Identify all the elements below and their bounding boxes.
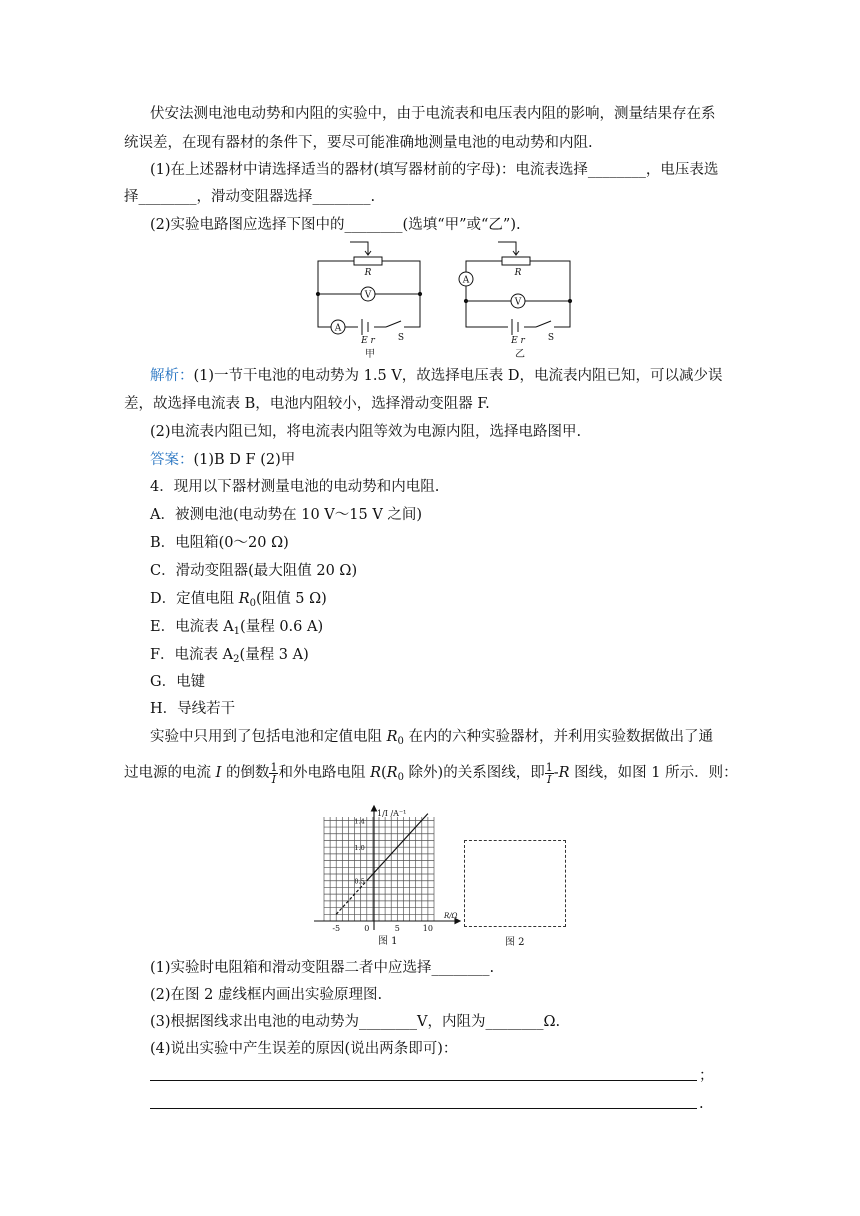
q4-stem: 4．现用以下器材测量电池的电动势和内电阻.: [150, 479, 440, 495]
q3-part1-line2: 择________，滑动变阻器选择________.: [124, 189, 376, 205]
option-e-subscript: 1: [233, 626, 241, 637]
option-d-subscript: 0: [249, 598, 257, 609]
desc2-dash: -: [553, 765, 559, 781]
series-extrapolation-segment: [336, 881, 367, 915]
answer-blank-1-end: ；: [699, 1068, 714, 1084]
jia-ammeter-label: A: [334, 323, 342, 334]
q4-sub2: (2)在图 2 虚线框内画出实验原理图.: [150, 987, 383, 1003]
solution-label: 解析：: [150, 368, 194, 384]
q3-part2: (2)实验电路图应选择下图中的________(选填“甲”或“乙”).: [150, 217, 521, 233]
y-tick-label: 1.0: [354, 844, 365, 853]
solution-line-3: (2)电流表内阻已知，将电流表内阻等效为电源内阻，选择电路图甲.: [150, 424, 582, 440]
desc2-subscript: 0: [397, 772, 404, 783]
answer-text: (1)B D F (2)甲: [193, 452, 296, 468]
x-tick-label: 5: [394, 924, 400, 933]
desc1-subscript: 0: [397, 736, 404, 747]
jia-voltmeter-label: V: [364, 290, 372, 301]
y-tick-label: 0.5: [354, 877, 365, 886]
graph-grid: [324, 817, 434, 921]
q4-option-d: [150, 589, 327, 614]
figure-2-caption: 图 2: [505, 937, 525, 948]
answer-blank-2-end: .: [699, 1096, 704, 1112]
yi-Er-label: E r: [511, 336, 525, 346]
q4-option-b: B．电阻箱(0～20 Ω): [150, 535, 289, 551]
q4-option-f: [150, 645, 309, 670]
desc2-paren: (: [380, 765, 387, 781]
q4-desc-line-1: [150, 727, 713, 752]
desc2-text-b: 的倒数: [221, 765, 270, 781]
yi-caption: 乙: [515, 349, 525, 360]
solution-line-1: [150, 366, 723, 386]
option-f-detail: (量程 3 A): [239, 647, 309, 663]
option-d-text: D．定值电阻: [150, 591, 239, 607]
answer-blank-line-1[interactable]: [150, 1080, 697, 1081]
figure-1-graph: [300, 800, 470, 952]
desc2-text-g: 图线，如图 1 所示．则：: [569, 765, 738, 781]
desc2-text-c: 和外电路电阻: [278, 765, 371, 781]
desc2-symbol-r0: R: [386, 765, 398, 781]
figure-2-box: [464, 840, 566, 927]
y-tick-label: 1.4: [354, 817, 365, 826]
q4-desc-line-2: [124, 761, 738, 790]
desc1-text-b: 在内的六种实验器材，并利用实验数据做出了通: [403, 729, 714, 745]
x-axis-label: R/Ω: [444, 912, 458, 920]
yi-voltmeter-label: V: [514, 297, 522, 308]
y-axis-arrow: [372, 806, 377, 811]
desc2-symbol-i: I: [215, 765, 222, 781]
desc1-text-a: 实验中只用到了包括电池和定值电阻: [150, 729, 387, 745]
option-d-symbol: R: [238, 591, 250, 607]
intro-line-2: 统误差，在现有器材的条件下，要尽可能准确地测量电池的电动势和内阻.: [124, 135, 593, 151]
reciprocal-fraction-2: [545, 762, 554, 785]
fraction-denominator: I: [271, 772, 277, 786]
jia-caption: 甲: [365, 349, 375, 360]
yi-ammeter-label: A: [462, 275, 470, 286]
desc2-text-a: 过电源的电流: [124, 765, 216, 781]
intro-line-1: 伏安法测电池电动势和内阻的实验中，由于电流表和电压表内阻的影响，测量结果存在系: [150, 106, 716, 122]
answer-line: [150, 450, 295, 470]
q3-part1-line1: (1)在上述器材中请选择适当的器材(填写器材前的字母)：电流表选择________，电压表选: [150, 162, 719, 178]
option-d-detail: (阻值 5 Ω): [256, 591, 327, 607]
q4-sub3: (3)根据图线求出电池的电动势为________V，内阻为________Ω.: [150, 1014, 561, 1030]
solution-line-2: 差，故选择电流表 B，电池内阻较小，选择滑动变阻器 F.: [124, 396, 490, 412]
answer-blank-line-2[interactable]: [150, 1108, 697, 1109]
option-f-text: F．电流表 A: [150, 647, 234, 663]
option-e-text: E．电流表 A: [150, 619, 234, 635]
graph-ticks: [332, 817, 433, 933]
x-tick-label: -5: [332, 924, 341, 933]
yi-switch-label: S: [547, 333, 555, 343]
option-e-detail: (量程 0.6 A): [240, 619, 324, 635]
jia-Er-label: E r: [361, 336, 375, 346]
answer-label: 答案：: [150, 452, 194, 468]
jia-R-label: R: [364, 268, 372, 278]
x-tick-label: 10: [422, 924, 433, 933]
yi-R-label: R: [514, 268, 522, 278]
x-tick-label: 0: [364, 924, 370, 933]
q4-option-e: [150, 617, 323, 642]
option-f-subscript: 2: [233, 654, 240, 665]
q4-option-a: A．被测电池(电动势在 10 V～15 V 之间): [150, 507, 423, 523]
desc2-symbol-r-axis: R: [558, 765, 570, 781]
y-axis-label: 1/I /A⁻¹: [377, 809, 407, 818]
q4-sub4: (4)说出实验中产生误差的原因(说出两条即可)：: [150, 1041, 458, 1057]
q4-option-g: G．电键: [150, 674, 206, 690]
fraction-numerator: 1: [270, 760, 278, 774]
jia-switch-label: S: [397, 333, 405, 343]
circuit-diagrams: [300, 238, 590, 363]
q4-option-h: H．导线若干: [150, 701, 236, 717]
desc2-symbol-r: R: [370, 765, 381, 781]
fraction2-denominator: I: [547, 772, 552, 786]
q4-sub1: (1)实验时电阻箱和滑动变阻器二者中应选择________.: [150, 960, 495, 976]
solution-text-1: (1)一节干电池的电动势为 1.5 V，故选择电压表 D，电流表内阻已知，可以减少误: [193, 368, 723, 384]
desc1-symbol: R: [386, 729, 398, 745]
q4-option-c: C．滑动变阻器(最大阻值 20 Ω): [150, 563, 358, 579]
graph-series: [336, 814, 428, 915]
fraction2-numerator: 1: [545, 760, 553, 774]
desc2-text-e: 除外)的关系图线，即: [403, 765, 545, 781]
figure-1-caption: 图 1: [378, 936, 398, 947]
